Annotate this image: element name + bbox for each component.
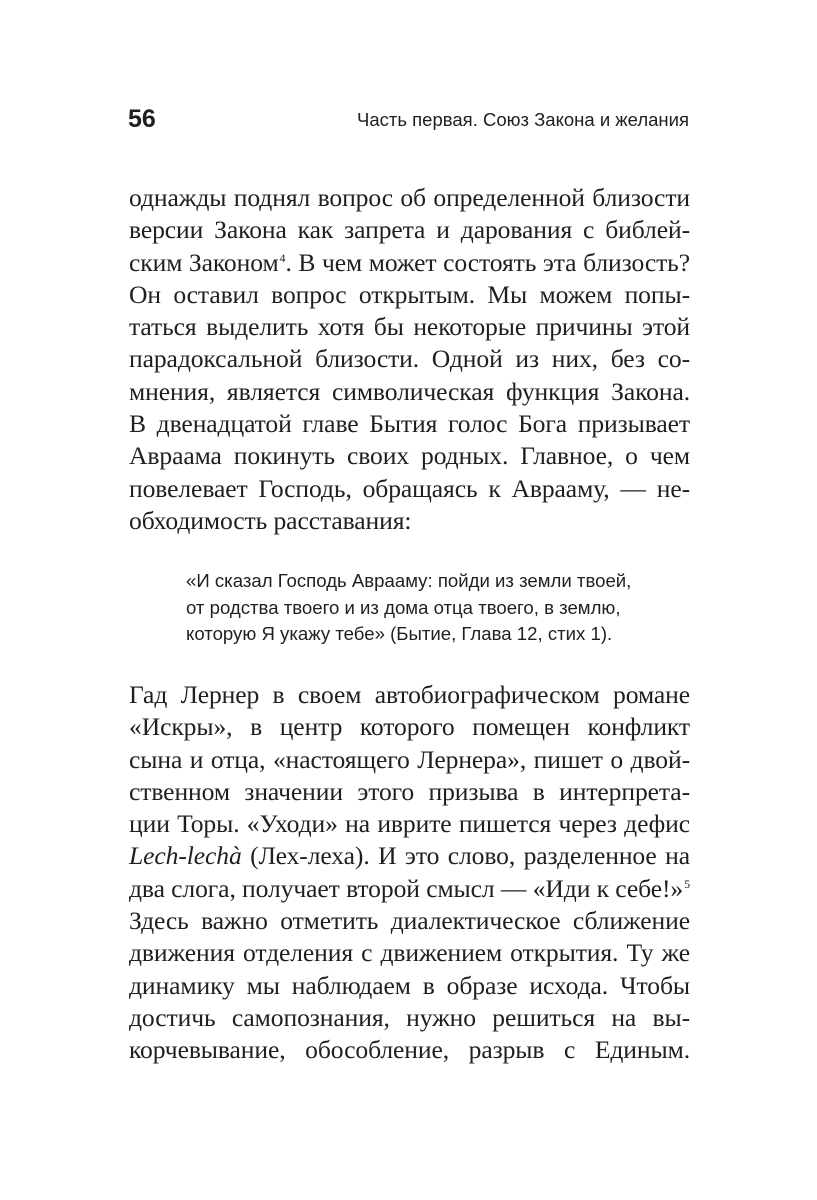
text-line: мнения, является символическая функция Закона. (129, 376, 690, 406)
text-line: сына и отца, «настоящего Лернера», пишет о двой- (129, 744, 690, 774)
footnote-marker-5: 5 (684, 876, 690, 891)
running-header (128, 102, 689, 138)
text-fragment: ским Законом (129, 247, 279, 277)
text-line: повелевает Господь, обращаясь к Аврааму, — не- (129, 473, 690, 503)
footnote-marker-4: 4 (279, 250, 286, 265)
text-line: ственном значении этого призыва в интерпрета- (129, 776, 690, 806)
text-line (129, 873, 690, 905)
text-line: корчевывание, обособление, разрыв с Единым. (129, 1035, 690, 1065)
running-title: Часть первая. Союз Закона и желания (357, 109, 689, 130)
text-fragment: . В чем может состоять эта близость? (285, 247, 691, 277)
italic-term: Lech-lechà (129, 841, 242, 871)
text-line (129, 840, 690, 872)
text-fragment: два слога, получает второй смысл — «Иди к себе!» (129, 873, 684, 903)
text-line: В двенадцатой главе Бытия голос Бога призывает (129, 409, 690, 439)
text-line: достичь самопознания, нужно решиться на вы- (129, 1002, 690, 1032)
text-line: однажды поднял вопрос об определенной близости (129, 183, 690, 212)
quote-line: от родства твоего и из дома отца твоего, в землю, (186, 596, 621, 618)
paragraph-2 (129, 679, 690, 1067)
text-line: обходимость расставания: (129, 505, 412, 535)
block-quote (186, 568, 691, 648)
text-line: Здесь важно отметить диалектическое сближение (129, 906, 690, 936)
text-line: динамику мы наблюдаем в образе исхода. Чтобы (129, 970, 690, 1000)
paragraph-1 (129, 182, 690, 537)
text-fragment: (Лех-леха). И это слово, разделенное на (241, 841, 690, 871)
text-line: версии Закона как запрета и дарования с библей- (129, 215, 690, 245)
text-line: ции Торы. «Уходи» на иврите пишется через дефис (129, 809, 690, 839)
text-line: «Искры», в центр которого помещен конфликт (129, 712, 690, 742)
text-line: парадоксальной близости. Одной из них, без со- (129, 344, 690, 374)
text-line: таться выделить хотя бы некоторые причины этой (129, 312, 690, 342)
quote-line: которую Я укажу тебе» (Бытие, Глава 12, стих 1). (186, 623, 613, 644)
text-line: движения отделения с движением открытия. Ту же (129, 938, 690, 968)
text-line: Авраама покинуть своих родных. Главное, о чем (129, 441, 690, 471)
page-number: 56 (128, 105, 156, 133)
text-line: Гад Лернер в своем автобиографическом романе (129, 680, 690, 709)
quote-line: «И сказал Господь Аврааму: пойди из земли твоей, (186, 570, 632, 591)
text-line (129, 247, 690, 279)
text-line: Он оставил вопрос открытым. Мы можем попы- (129, 279, 690, 309)
